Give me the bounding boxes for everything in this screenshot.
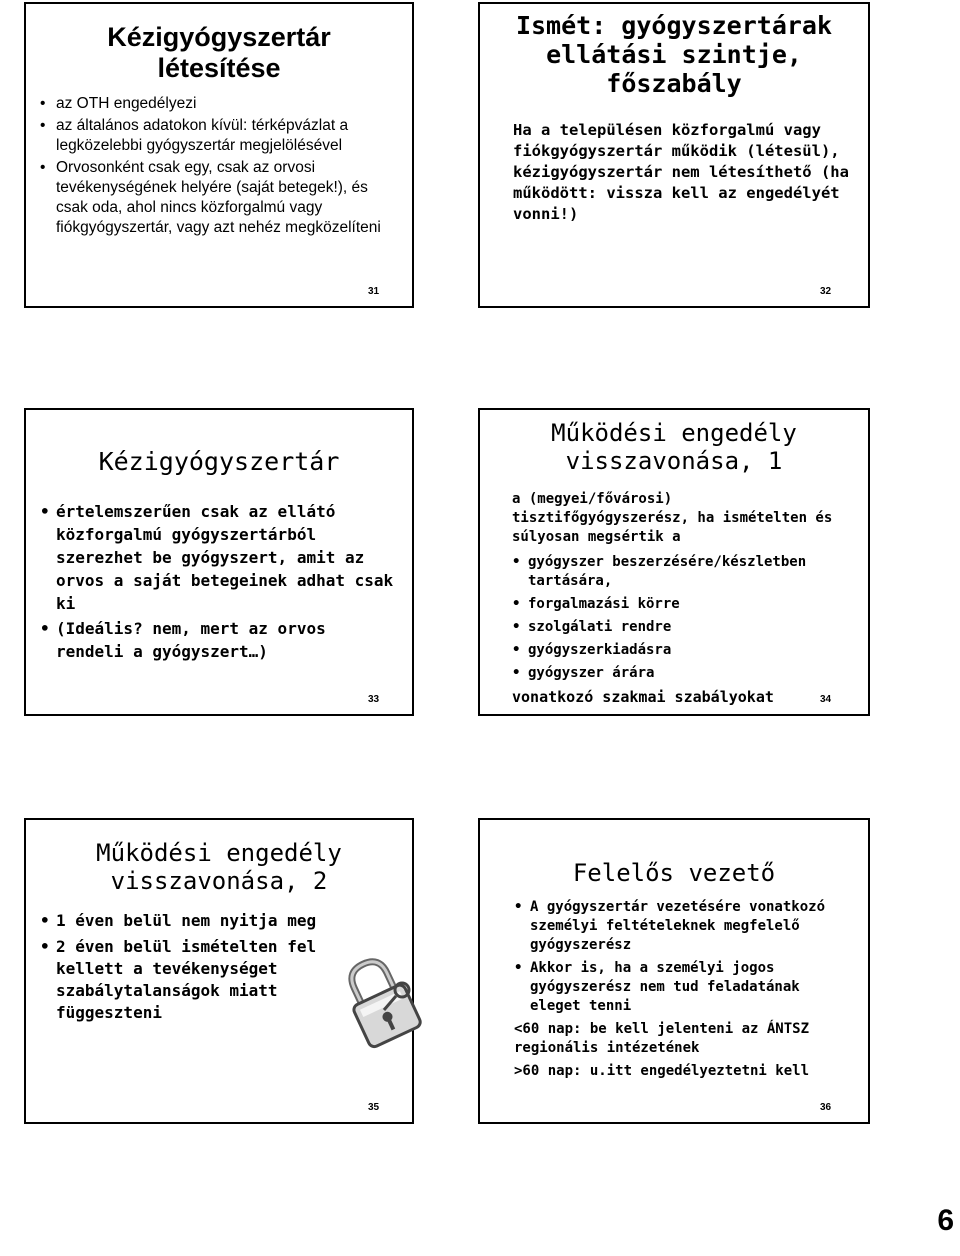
bullet-list	[56, 94, 386, 238]
slide-number: 36	[820, 1102, 832, 1113]
slide-title: Felelős vezető	[572, 859, 776, 887]
slide-36	[478, 818, 870, 1124]
list-item: • gyógyszer beszerzésére/készletben tartására,	[528, 553, 848, 591]
slide-title: Kézigyógyszertár létesítése	[107, 22, 331, 84]
slide-number: 35	[368, 1102, 380, 1113]
slide-32	[478, 2, 870, 308]
padlock-with-key-icon	[342, 950, 422, 1050]
page-number: 6	[937, 1204, 954, 1237]
slide-title: Működési engedély visszavonása, 1	[551, 419, 797, 475]
slide-title: Kézigyógyszertár	[98, 447, 340, 476]
slide-title: Működési engedély visszavonása, 2	[96, 839, 342, 895]
list-item: • Orvosonként csak egy, csak az orvosi tevékenységének helyére (saját betegek!), és csak oda, ahol nincs közforgalmú vagy fiókgyógyszertár, vagy azt nehéz megközelíteni	[56, 158, 386, 238]
list-item: • 1 éven belül nem nyitja meg	[56, 910, 346, 932]
bullet-list	[56, 910, 346, 1024]
slide-number: 31	[368, 286, 380, 297]
list-item: • A gyógyszertár vezetésére vonatkozó személyi feltételeknek megfelelő gyógyszerész	[530, 898, 850, 955]
slide-34	[478, 408, 870, 716]
slide-number: 34	[820, 694, 832, 705]
slide-intro: a (megyei/fővárosi) tisztifőgyógyszerész, ha ismételten és súlyosan megsértik a	[512, 491, 833, 545]
list-item: • (Ideális? nem, mert az orvos rendeli a gyógyszert…)	[56, 617, 396, 663]
bullet-list	[514, 898, 850, 1081]
list-item: • Akkor is, ha a személyi jogos gyógyszerész nem tud feladatának eleget tenni	[530, 959, 850, 1016]
slide-number: 33	[368, 694, 380, 705]
slide-body: Ha a településen közforgalmú vagy fiókgyógyszertár működik (létesül), kézigyógyszertár nem létesíthető (ha működött: vissza kell az engedélyét vonni!)	[513, 121, 849, 223]
list-item: • gyógyszer árára	[528, 664, 848, 683]
slide-33	[24, 408, 414, 716]
list-item: • szolgálati rendre	[528, 618, 848, 637]
list-item: • 2 éven belül ismételten fel kellett a tevékenységet szabálytalanságok miatt függeszteni	[56, 936, 346, 1024]
list-item: • forgalmazási körre	[528, 595, 848, 614]
list-item: <60 nap: be kell jelenteni az ÁNTSZ regionális intézetének	[514, 1021, 810, 1056]
list-item: >60 nap: u.itt engedélyeztetni kell	[514, 1063, 810, 1079]
slide-31	[24, 2, 414, 308]
bullet-list	[528, 553, 848, 683]
list-item: • az általános adatokon kívül: térképvázlat a legközelebbi gyógyszertár megjelölésével	[56, 116, 386, 156]
bullet-list	[56, 500, 396, 663]
slide-35	[24, 818, 414, 1124]
slide-number: 32	[820, 286, 832, 297]
slide-outro: vonatkozó szakmai szabályokat	[512, 688, 774, 706]
list-item: • az OTH engedélyezi	[56, 94, 386, 114]
list-item: • értelemszerűen csak az ellátó közforgalmú gyógyszertárból szerezhet be gyógyszert, amit az orvos a saját betegeinek adhat csak ki	[56, 500, 396, 615]
list-item: • gyógyszerkiadásra	[528, 641, 848, 660]
slide-title: Ismét: gyógyszertárak ellátási szintje, főszabály	[515, 11, 833, 98]
